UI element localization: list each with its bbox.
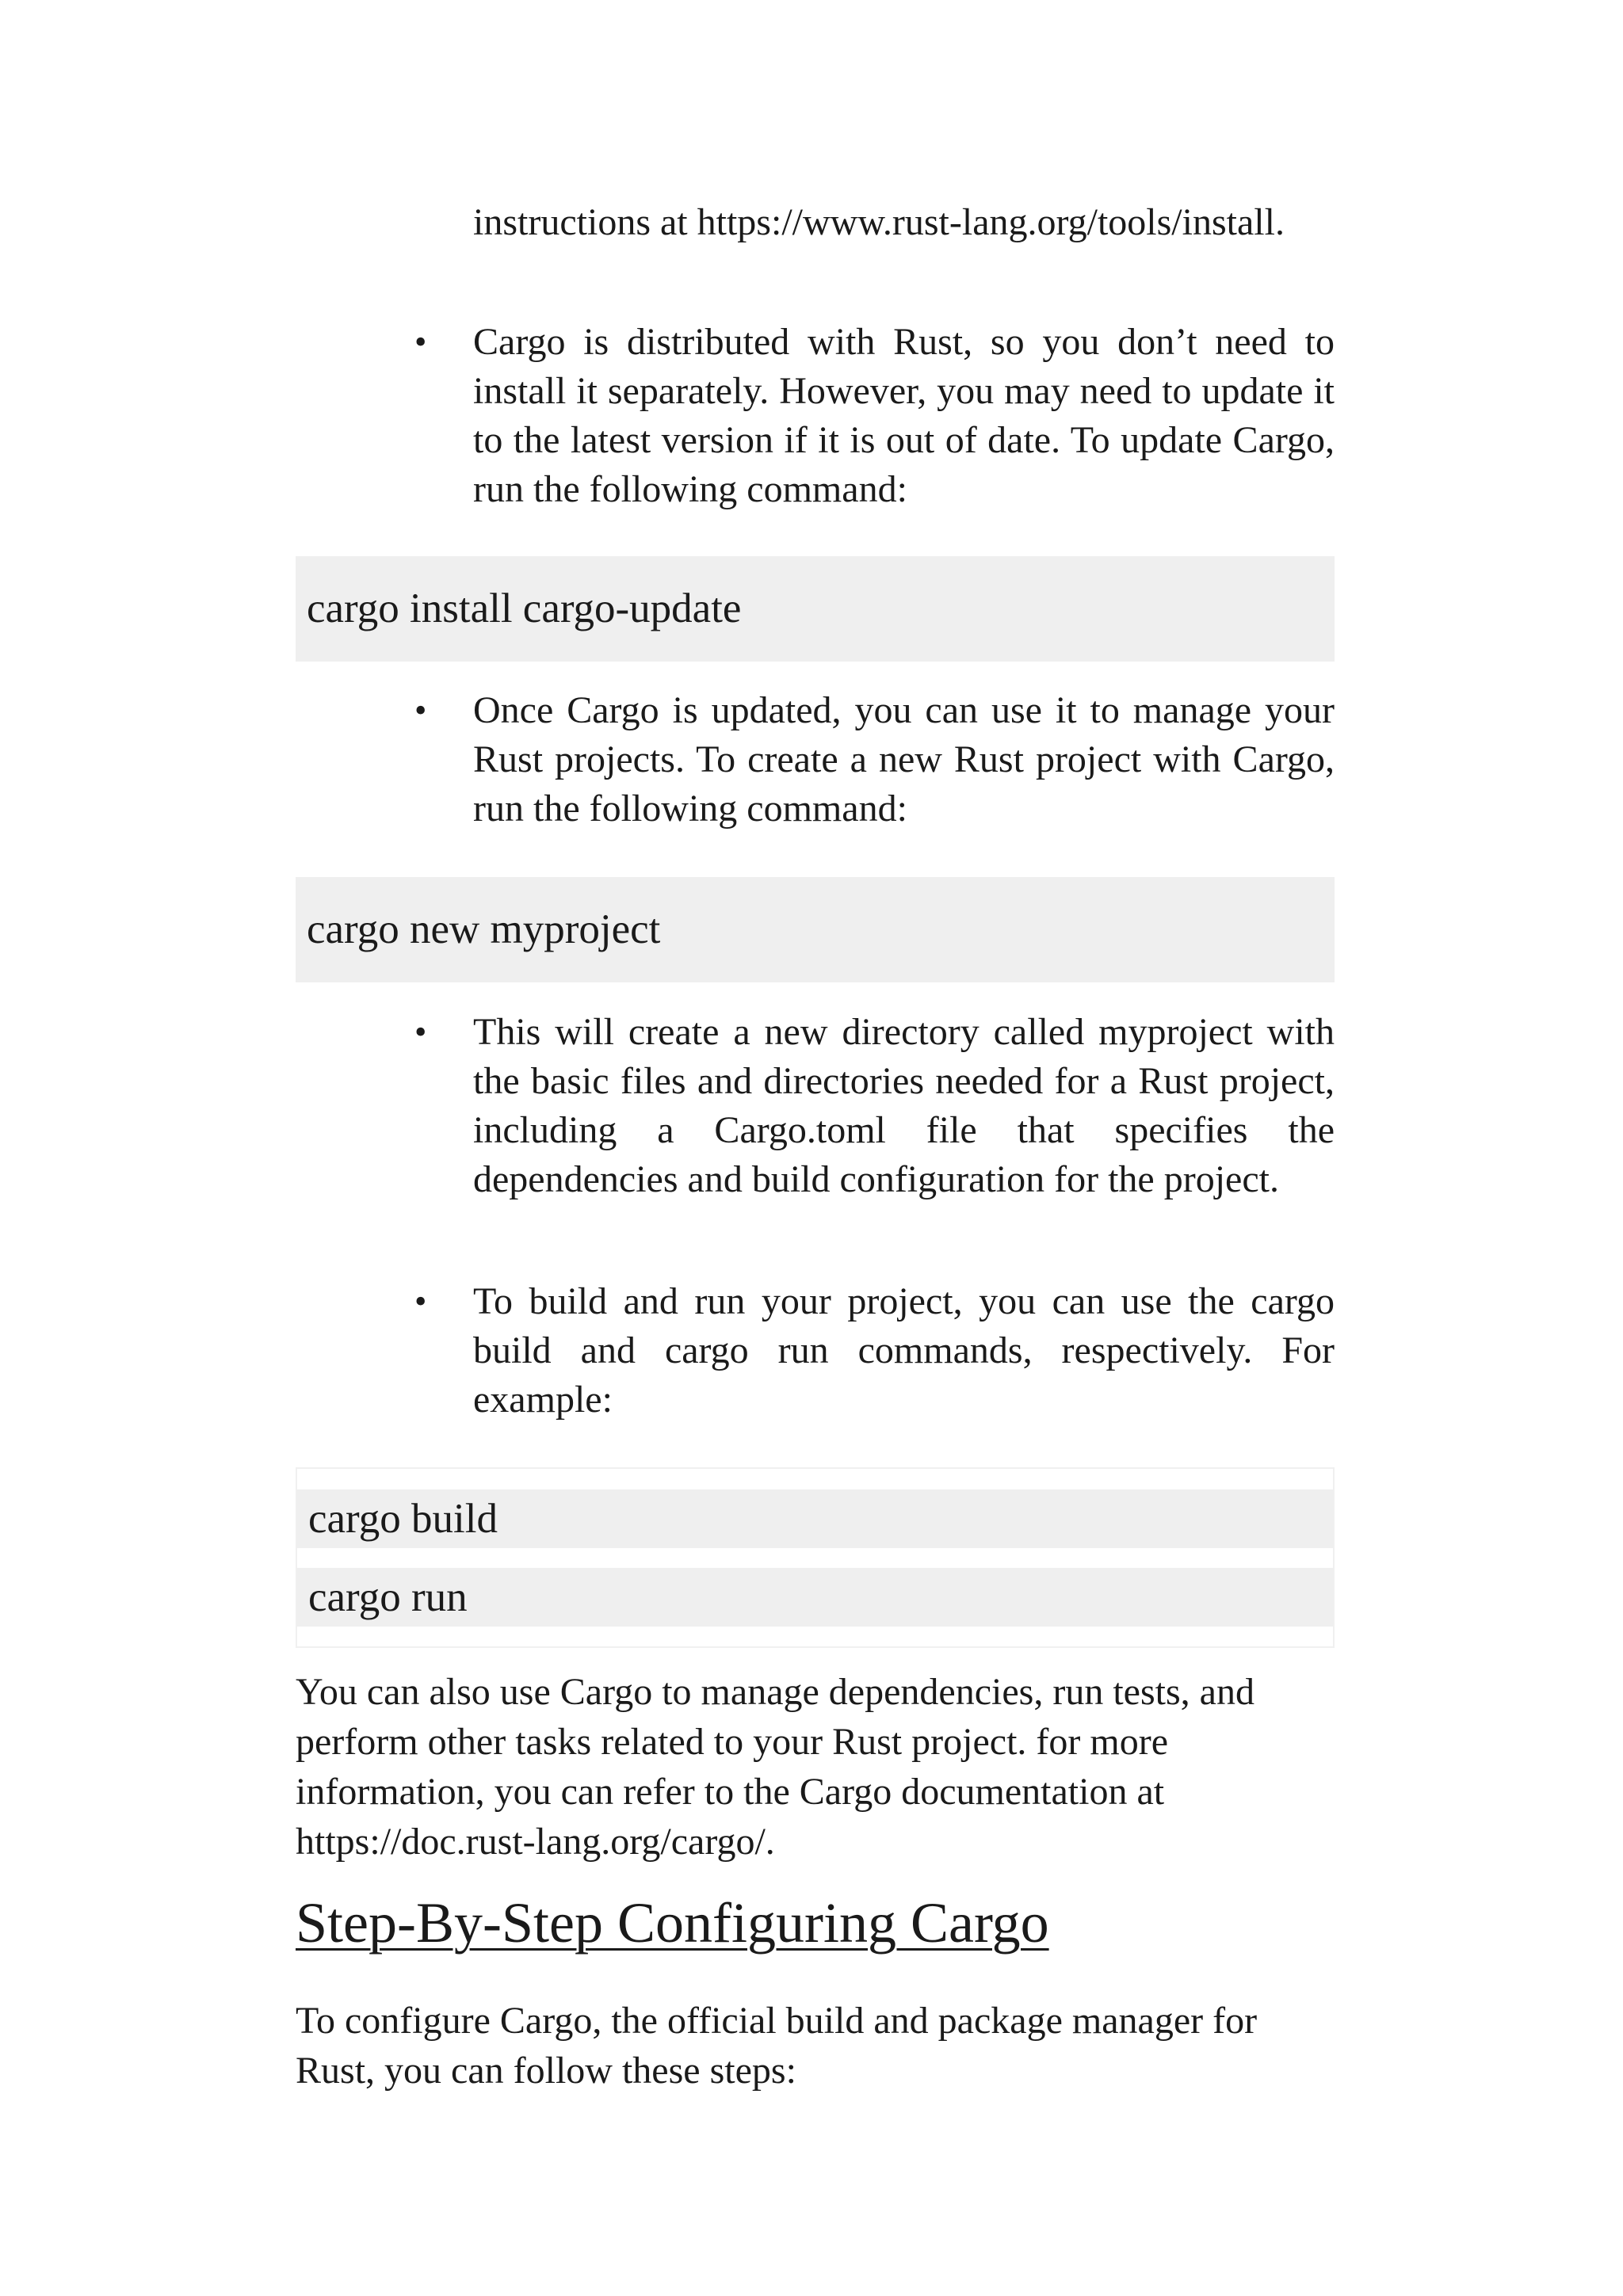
list-item-text: Cargo is distributed with Rust, so you don’t need to install it separately. However, you may need to update it to the latest version if it is out of date. To update Cargo, run the following command: bbox=[473, 321, 1335, 510]
code-text: cargo new myproject bbox=[307, 906, 661, 952]
code-line-build: cargo build bbox=[297, 1489, 1333, 1548]
continued-bullet-text: instructions at https://www.rust-lang.org/tools/install. bbox=[473, 201, 1285, 243]
code-text: cargo install cargo-update bbox=[307, 585, 742, 631]
list-item-text: This will create a new directory called myproject with the basic files and directories needed for a Rust project, including a Cargo.toml file that specifies the dependencies and build configuration for the project. bbox=[473, 1011, 1335, 1200]
bullet-icon: • bbox=[414, 691, 427, 730]
list-item-text: Once Cargo is updated, you can use it to manage your Rust projects. To create a new Rust project with Cargo, run the following command: bbox=[473, 689, 1335, 830]
bullet-icon: • bbox=[414, 1013, 427, 1051]
code-block-new-project bbox=[296, 877, 1335, 982]
list-item bbox=[414, 1277, 1335, 1425]
list-item-text: To build and run your project, you can use the cargo build and cargo run commands, respectively. For example: bbox=[473, 1280, 1335, 1421]
code-line-run: cargo run bbox=[297, 1568, 1333, 1627]
body-paragraph: You can also use Cargo to manage dependencies, run tests, and perform other tasks related to your Rust project. for more information, you can refer to the Cargo documentation at https://doc.rust-lang.org/cargo/. bbox=[296, 1671, 1254, 1863]
bullet-icon: • bbox=[414, 1282, 427, 1321]
code-block-install-update bbox=[296, 556, 1335, 662]
code-block-build-run bbox=[296, 1467, 1335, 1648]
intro-paragraph: To configure Cargo, the official build and package manager for Rust, you can follow these steps: bbox=[296, 2000, 1258, 2092]
bullet-icon: • bbox=[414, 322, 427, 361]
section-heading: Step-By-Step Configuring Cargo bbox=[296, 1891, 1049, 1955]
list-item bbox=[414, 1008, 1335, 1204]
list-item bbox=[414, 686, 1335, 833]
list-item bbox=[414, 318, 1335, 514]
